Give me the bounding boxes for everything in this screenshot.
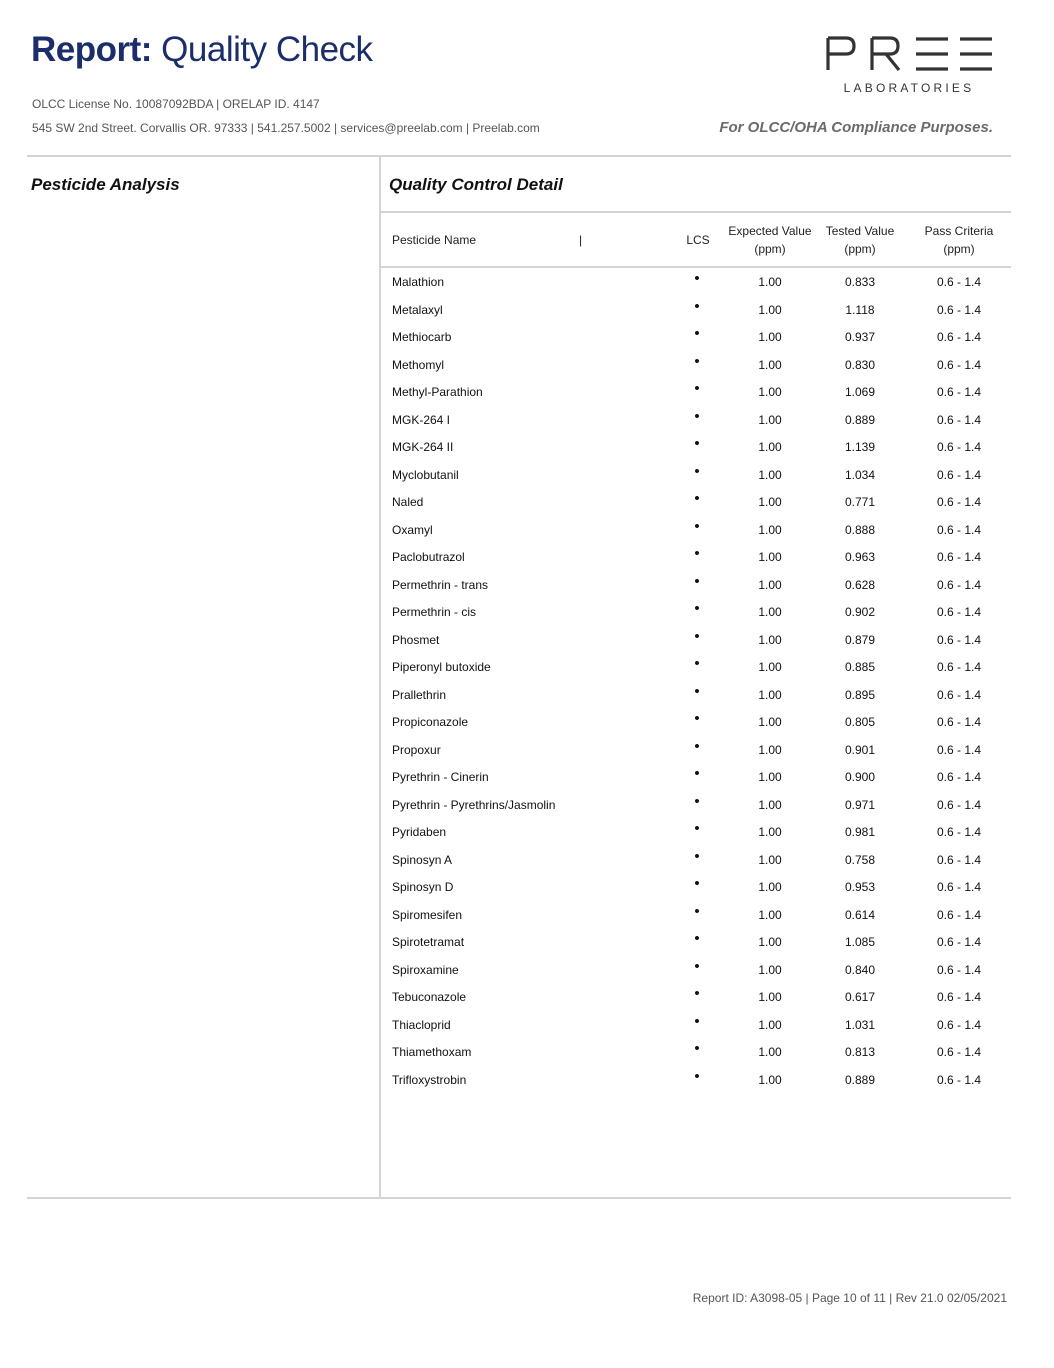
tested-value: 0.885 <box>844 660 876 674</box>
table-row <box>381 765 1011 793</box>
table-row <box>381 710 1011 738</box>
pass-criteria: 0.6 - 1.4 <box>936 660 982 674</box>
tested-value: 0.628 <box>844 577 876 592</box>
pass-criteria: 0.6 - 1.4 <box>936 495 982 509</box>
tested-value: 0.937 <box>844 330 876 344</box>
table-row <box>381 628 1011 656</box>
tested-value: 0.805 <box>844 715 876 729</box>
tested-value: 0.895 <box>844 687 876 702</box>
pass-criteria: 0.6 - 1.4 <box>936 687 982 702</box>
license-line: OLCC License No. 10087092BDA | ORELAP ID. 4147 <box>32 97 320 111</box>
table-row <box>381 435 1011 463</box>
lcs-marker: • <box>694 1012 700 1030</box>
lcs-marker: • <box>694 710 700 727</box>
tested-value: 1.069 <box>844 385 876 399</box>
lcs-marker: • <box>694 682 700 700</box>
col-header-separator: | <box>579 233 583 247</box>
lcs-marker: • <box>694 545 700 562</box>
pass-criteria: 0.6 - 1.4 <box>936 412 982 427</box>
pass-criteria: 0.6 - 1.4 <box>936 302 982 317</box>
pass-criteria: 0.6 - 1.4 <box>936 1045 982 1059</box>
tested-value: 0.833 <box>844 275 876 289</box>
pass-criteria: 0.6 - 1.4 <box>936 577 982 592</box>
col-header-tested: Tested Value (ppm) <box>825 224 895 256</box>
tested-value: 1.031 <box>844 1017 876 1032</box>
table-row <box>381 1013 1011 1041</box>
lcs-marker: • <box>694 270 700 287</box>
expected-value: 1.00 <box>758 577 782 592</box>
expected-value: 1.00 <box>758 522 782 537</box>
pass-criteria: 0.6 - 1.4 <box>936 357 982 372</box>
table-row <box>381 1040 1011 1068</box>
pesticide-name: Permethrin - cis <box>392 605 477 619</box>
pass-criteria: 0.6 - 1.4 <box>936 1072 982 1087</box>
pree-laboratories-logo <box>824 34 994 96</box>
lcs-marker: • <box>694 572 700 590</box>
address-line: 545 SW 2nd Street. Corvallis OR. 97333 | 541.257.5002 | services@preelab.com | Preelab.com <box>32 121 540 135</box>
expected-value: 1.00 <box>758 330 782 344</box>
pesticide-name: Pyrethrin - Pyrethrins/Jasmolin <box>392 797 556 812</box>
table-row <box>381 353 1011 381</box>
tested-value: 0.981 <box>844 825 876 839</box>
table-row <box>381 930 1011 958</box>
expected-value: 1.00 <box>758 962 782 977</box>
tested-value: 0.888 <box>844 522 876 537</box>
tested-value: 0.963 <box>844 550 876 564</box>
pesticide-name: Propoxur <box>392 742 441 757</box>
lcs-marker: • <box>694 435 700 452</box>
table-row <box>381 793 1011 821</box>
table-row <box>381 325 1011 353</box>
tested-value: 0.971 <box>844 797 876 812</box>
qc-detail-title: Quality Control Detail <box>389 175 563 194</box>
tested-value: 0.953 <box>844 880 876 894</box>
col-header-expected: Expected Value (ppm) <box>728 224 812 256</box>
tested-value: 1.085 <box>844 935 876 949</box>
expected-value: 1.00 <box>758 990 782 1004</box>
pesticide-name: Piperonyl butoxide <box>392 660 491 674</box>
pass-criteria: 0.6 - 1.4 <box>936 907 982 922</box>
lcs-marker: • <box>694 325 700 342</box>
pesticide-name: Trifloxystrobin <box>392 1072 467 1087</box>
pass-criteria: 0.6 - 1.4 <box>936 605 982 619</box>
table-row <box>381 490 1011 518</box>
expected-value: 1.00 <box>758 880 782 894</box>
table-row <box>381 655 1011 683</box>
pass-criteria: 0.6 - 1.4 <box>936 522 982 537</box>
expected-value: 1.00 <box>758 385 782 399</box>
pass-criteria: 0.6 - 1.4 <box>936 715 982 729</box>
expected-value: 1.00 <box>758 770 782 784</box>
expected-value: 1.00 <box>758 660 782 674</box>
tested-value: 0.771 <box>844 495 876 509</box>
pesticide-name: Spinosyn D <box>392 880 454 894</box>
expected-value: 1.00 <box>758 605 782 619</box>
pesticide-name: Oxamyl <box>392 522 433 537</box>
pesticide-name: Spinosyn A <box>392 852 453 867</box>
pesticide-analysis-title: Pesticide Analysis <box>31 175 180 194</box>
table-row <box>381 903 1011 931</box>
pass-criteria: 0.6 - 1.4 <box>936 275 982 289</box>
pass-criteria: 0.6 - 1.4 <box>936 385 982 399</box>
lcs-marker: • <box>694 957 700 975</box>
pesticide-name: MGK-264 I <box>392 412 451 427</box>
lcs-marker: • <box>694 847 700 865</box>
table-row <box>381 463 1011 491</box>
pesticide-name: Permethrin - trans <box>392 577 489 592</box>
pesticide-name: Pyridaben <box>392 825 447 839</box>
pass-criteria: 0.6 - 1.4 <box>936 962 982 977</box>
pass-criteria: 0.6 - 1.4 <box>936 550 982 564</box>
pesticide-name: Malathion <box>392 275 445 289</box>
pesticide-name: Pyrethrin - Cinerin <box>392 770 489 784</box>
tested-value: 0.614 <box>844 907 876 922</box>
tested-value: 0.902 <box>844 605 876 619</box>
expected-value: 1.00 <box>758 550 782 564</box>
pesticide-name: Spiroxamine <box>392 962 459 977</box>
pass-criteria: 0.6 - 1.4 <box>936 770 982 784</box>
expected-value: 1.00 <box>758 1045 782 1059</box>
expected-value: 1.00 <box>758 440 782 454</box>
pass-criteria: 0.6 - 1.4 <box>936 440 982 454</box>
pesticide-name: Metalaxyl <box>392 302 443 317</box>
pesticide-name: Methomyl <box>392 357 445 372</box>
pesticide-name: Tebuconazole <box>392 990 467 1004</box>
footer-divider <box>27 1197 1011 1199</box>
pesticide-name: MGK-264 II <box>392 440 454 454</box>
tested-value: 0.900 <box>844 770 876 784</box>
expected-value: 1.00 <box>758 632 782 647</box>
lcs-marker: • <box>694 407 700 425</box>
table-row <box>381 848 1011 876</box>
table-row <box>381 270 1011 298</box>
table-row <box>381 875 1011 903</box>
table-row <box>381 518 1011 546</box>
compliance-note: For OLCC/OHA Compliance Purposes. <box>719 119 993 136</box>
pesticide-name: Methiocarb <box>392 330 452 344</box>
tested-value: 0.879 <box>844 632 876 647</box>
header-divider <box>27 155 1011 157</box>
expected-value: 1.00 <box>758 742 782 757</box>
table-row <box>381 738 1011 766</box>
lcs-marker: • <box>694 765 700 782</box>
expected-value: 1.00 <box>758 797 782 812</box>
tested-value: 0.901 <box>844 742 876 757</box>
lcs-marker: • <box>694 600 700 617</box>
table-row <box>381 1068 1011 1096</box>
expected-value: 1.00 <box>758 852 782 867</box>
lcs-marker: • <box>694 517 700 535</box>
tested-value: 0.813 <box>844 1045 876 1059</box>
expected-value: 1.00 <box>758 907 782 922</box>
table-row <box>381 820 1011 848</box>
svg-text:LABORATORIES: LABORATORIES <box>843 81 975 95</box>
tested-value: 0.617 <box>844 990 876 1004</box>
expected-value: 1.00 <box>758 302 782 317</box>
expected-value: 1.00 <box>758 1017 782 1032</box>
pesticide-name: Thiacloprid <box>392 1017 451 1032</box>
lcs-marker: • <box>694 352 700 370</box>
lcs-marker: • <box>694 1067 700 1085</box>
pass-criteria: 0.6 - 1.4 <box>936 935 982 949</box>
pass-criteria: 0.6 - 1.4 <box>936 467 982 482</box>
expected-value: 1.00 <box>758 495 782 509</box>
pesticide-name: Spirotetramat <box>392 935 465 949</box>
table-row <box>381 958 1011 986</box>
table-row <box>381 408 1011 436</box>
table-row <box>381 683 1011 711</box>
lcs-marker: • <box>694 297 700 315</box>
page-title: Report: Quality Check <box>31 30 373 69</box>
pass-criteria: 0.6 - 1.4 <box>936 797 982 812</box>
table-row <box>381 573 1011 601</box>
tested-value: 0.889 <box>844 1072 876 1087</box>
pesticide-name: Thiamethoxam <box>392 1045 472 1059</box>
table-row <box>381 380 1011 408</box>
table-row <box>381 985 1011 1013</box>
pesticide-name: Prallethrin <box>392 687 447 702</box>
report-footer: Report ID: A3098-05 | Page 10 of 11 | Rev 21.0 02/05/2021 <box>692 1291 1007 1305</box>
expected-value: 1.00 <box>758 687 782 702</box>
expected-value: 1.00 <box>758 467 782 482</box>
table-row <box>381 545 1011 573</box>
pass-criteria: 0.6 - 1.4 <box>936 632 982 647</box>
tested-value: 0.840 <box>844 962 876 977</box>
pass-criteria: 0.6 - 1.4 <box>936 880 982 894</box>
lcs-marker: • <box>694 792 700 810</box>
tested-value: 0.889 <box>844 412 876 427</box>
lcs-marker: • <box>694 930 700 947</box>
expected-value: 1.00 <box>758 275 782 289</box>
lcs-marker: • <box>694 737 700 755</box>
pass-criteria: 0.6 - 1.4 <box>936 990 982 1004</box>
pass-criteria: 0.6 - 1.4 <box>936 742 982 757</box>
pesticide-name: Paclobutrazol <box>392 550 465 564</box>
tested-value: 0.830 <box>844 357 876 372</box>
pesticide-name: Propiconazole <box>392 715 469 729</box>
pesticide-name: Naled <box>392 495 424 509</box>
lcs-marker: • <box>694 380 700 397</box>
expected-value: 1.00 <box>758 1072 782 1087</box>
table-row <box>381 600 1011 628</box>
pass-criteria: 0.6 - 1.4 <box>936 330 982 344</box>
col-header-lcs: LCS <box>686 233 710 247</box>
lcs-marker: • <box>694 1040 700 1057</box>
tested-value: 1.139 <box>844 440 876 454</box>
lcs-marker: • <box>694 490 700 507</box>
lcs-marker: • <box>694 820 700 837</box>
expected-value: 1.00 <box>758 412 782 427</box>
col-header-name: Pesticide Name <box>392 233 477 247</box>
lcs-marker: • <box>694 902 700 920</box>
expected-value: 1.00 <box>758 715 782 729</box>
lcs-marker: • <box>694 655 700 672</box>
lcs-marker: • <box>694 462 700 480</box>
tested-value: 1.034 <box>844 467 876 482</box>
table-row <box>381 298 1011 326</box>
pesticide-name: Spiromesifen <box>392 907 463 922</box>
expected-value: 1.00 <box>758 935 782 949</box>
lcs-marker: • <box>694 875 700 892</box>
pesticide-name: Phosmet <box>392 632 440 647</box>
tested-value: 1.118 <box>845 302 875 317</box>
lcs-marker: • <box>694 985 700 1002</box>
table-header-rule <box>381 266 1011 268</box>
pass-criteria: 0.6 - 1.4 <box>936 1017 982 1032</box>
lcs-marker: • <box>694 627 700 645</box>
qc-table-body <box>381 270 1011 1095</box>
pesticide-name: Myclobutanil <box>392 467 459 482</box>
tested-value: 0.758 <box>844 852 876 867</box>
expected-value: 1.00 <box>758 825 782 839</box>
table-top-rule <box>381 211 1011 213</box>
expected-value: 1.00 <box>758 357 782 372</box>
col-header-pass: Pass Criteria (ppm) <box>924 224 994 256</box>
pesticide-name: Methyl-Parathion <box>392 385 483 399</box>
pass-criteria: 0.6 - 1.4 <box>936 825 982 839</box>
pass-criteria: 0.6 - 1.4 <box>936 852 982 867</box>
